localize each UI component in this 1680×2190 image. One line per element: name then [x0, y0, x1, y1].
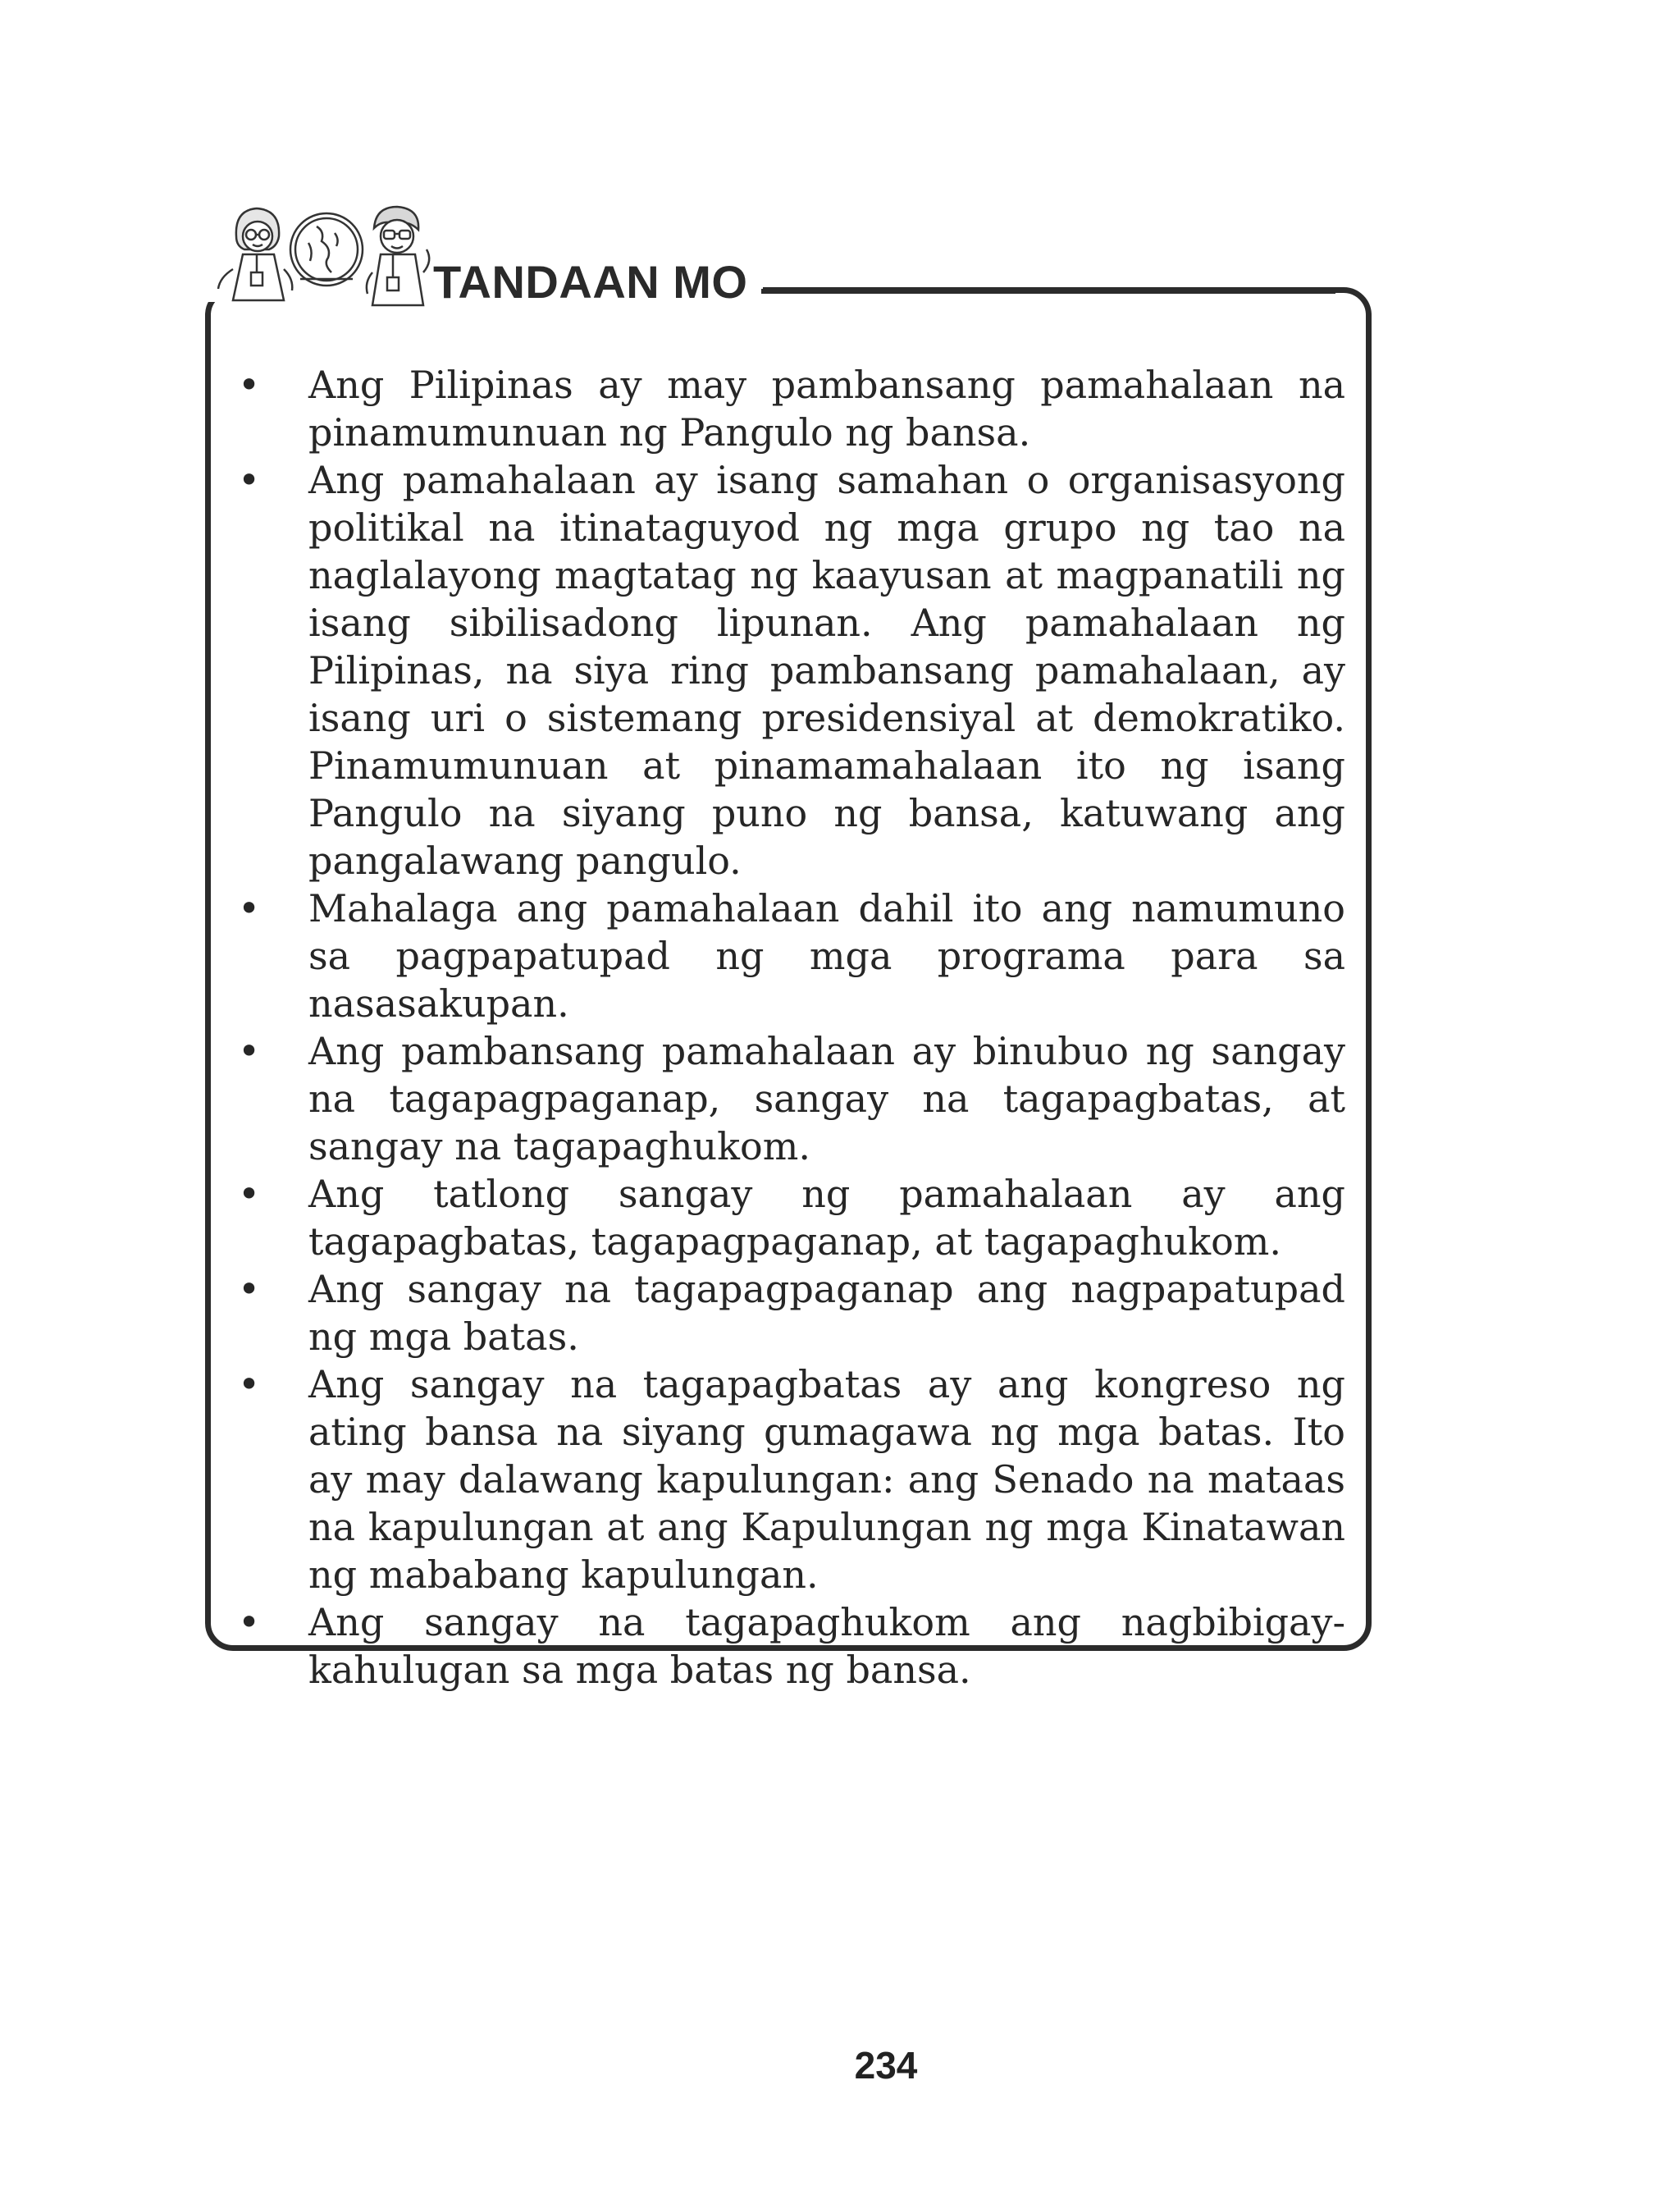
bullet-icon: •: [238, 1267, 261, 1311]
bullet-item: [230, 1170, 1345, 1265]
bullet-text: Mahalaga ang pamahalaan dahil ito ang namumuno sa pagpapatupad ng mga programa para sa nasasakupan.: [308, 886, 1345, 1026]
globe-icon: [290, 213, 363, 286]
bullet-text: Ang pambansang pamahalaan ay binubuo ng sangay na tagapagpaganap, sangay na tagapagbatas, at sangay na tagapaghukom.: [308, 1029, 1345, 1168]
bullet-text: Ang tatlong sangay ng pamahalaan ay ang tagapagbatas, tagapagpaganap, at tagapaghukom.: [308, 1172, 1345, 1264]
bullet-item: [230, 1598, 1345, 1694]
bullet-icon: •: [238, 886, 261, 930]
bullet-icon: •: [238, 1362, 261, 1406]
boy-icon: [367, 207, 429, 305]
bullet-text: Ang sangay na tagapaghukom ang nagbibigay-kahulugan sa mga batas ng bansa.: [308, 1600, 1345, 1692]
bullet-item: [230, 885, 1345, 1027]
bullet-icon: •: [238, 1600, 261, 1644]
bullet-item: [230, 1265, 1345, 1360]
bullet-text: Ang sangay na tagapagpaganap ang nagpapatupad ng mga batas.: [308, 1267, 1345, 1359]
bullet-text: Ang pamahalaan ay isang samahan o organisasyong politikal na itinataguyod ng mga grupo ng tao na naglalayong magtatag ng kaayusan at magpanatili ng isang sibilisadong lipunan. Ang pamahalaan ng Pilipinas, na siya ring pambansang pamahalaan, ay isang uri o sistemang presidensiyal at demokratiko. Pinamumunuan at pinamamahalaan ito ng isang Pangulo na siyang puno ng bansa, katuwang ang pangalawang pangulo.: [308, 458, 1345, 883]
mascot-illustration: [212, 203, 435, 338]
bullet-text: Ang sangay na tagapagbatas ay ang kongreso ng ating bansa na siyang gumagawa ng mga batas. Ito ay may dalawang kapulungan: ang Senado na mataas na kapulungan at ang Kapulungan ng mga Kinatawan ng mababang kapulungan.: [308, 1362, 1345, 1597]
bullet-item: [230, 361, 1345, 456]
bullet-list: [230, 361, 1345, 1694]
bullet-icon: •: [238, 1172, 261, 1216]
page-number: 234: [854, 2044, 918, 2087]
bullet-icon: •: [238, 363, 261, 407]
bullet-item: [230, 1360, 1345, 1598]
bullet-item: [230, 1027, 1345, 1170]
bullet-item: [230, 456, 1345, 885]
section-title: TANDAAN MO: [433, 256, 748, 308]
bullet-text: Ang Pilipinas ay may pambansang pamahalaan na pinamumunuan ng Pangulo ng bansa.: [308, 363, 1345, 455]
girl-icon: [218, 208, 292, 300]
bullet-icon: •: [238, 1029, 261, 1073]
title-rule: [761, 289, 1335, 294]
bullet-icon: •: [238, 458, 261, 502]
